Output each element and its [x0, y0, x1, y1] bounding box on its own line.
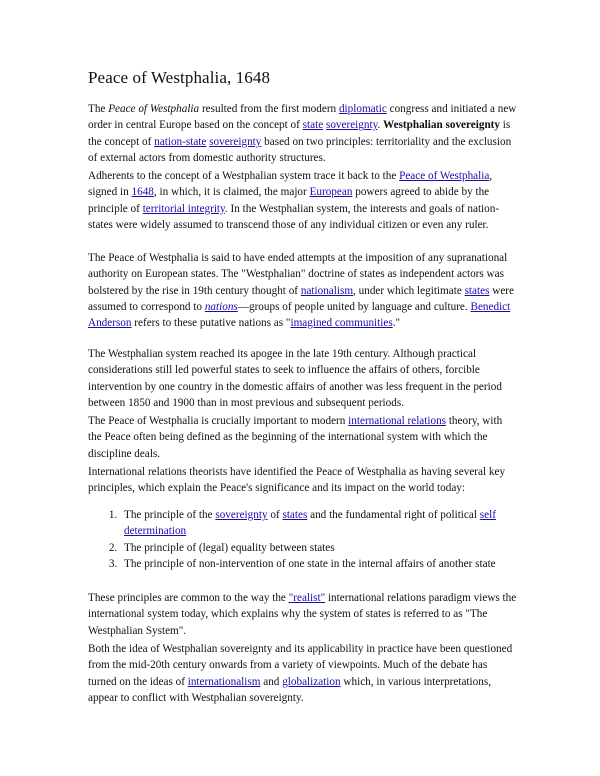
link-1648[interactable]: 1648 [131, 186, 154, 199]
paragraph-principles-intro: International relations theorists have identified the Peace of Westphalia as having several key principles, which explain the Peace's significance and its impact on the world today: [88, 466, 506, 495]
link-peace-of-westphalia[interactable]: Peace of Westphalia [399, 170, 490, 182]
link-nationalism[interactable]: nationalism [300, 284, 354, 297]
paragraph-importance: The Peace of Westphalia is crucially important to modern international relations theory, with the Peace often being defined as the beginning of the international system with which the discipline deals. [88, 415, 503, 460]
link-territorial-integrity[interactable]: territorial integrity [142, 202, 225, 215]
page-title: Peace of Westphalia, 1648 [88, 68, 271, 87]
link-realist[interactable]: "realist" [288, 592, 326, 604]
link-sovereignty-2[interactable]: sovereignty [209, 135, 262, 148]
link-globalization[interactable]: globalization [282, 675, 341, 688]
link-sovereignty[interactable]: sovereignty [325, 119, 378, 132]
link-self-determination[interactable]: self determination [124, 509, 496, 538]
link-imagined-communities[interactable]: imagined communities [290, 317, 393, 330]
list-item: 3. The principle of non-intervention of one state in the internal affairs of another state [120, 556, 550, 572]
link-european[interactable]: European [309, 186, 353, 199]
link-benedict-anderson[interactable]: Benedict Anderson [88, 300, 511, 330]
emphasis-peace: Peace of Westphalia [108, 103, 200, 115]
link-international-relations[interactable]: international relations [348, 415, 447, 427]
bold-westphalian-sovereignty: Westphalian sovereignty [383, 119, 500, 132]
principles-list [88, 507, 550, 572]
paragraph-adherents: Adherents to the concept of a Westphalian system trace it back to the Peace of Westphalia, signed in 1648, in which, it is claimed, the major European powers agreed to abide by the principle of territorial integrity. In the Westphalian system, the interests and goals of nation-states were widely assumed to transcend those of any individual citizen or even any ruler. [88, 170, 500, 231]
link-diplomatic[interactable]: diplomatic [338, 103, 387, 115]
link-sovereignty-3[interactable]: sovereignty [215, 509, 268, 521]
link-states[interactable]: states [464, 284, 490, 297]
paragraph-apogee: The Westphalian system reached its apogee in the late 19th century. Although practical considerations still led powerful states to seek to influence the affairs of others, forcible intervention by one country in the domestic affairs of another was less frequent in the period between 1850 and 1900 than in most previous and subsequent periods. [88, 348, 502, 409]
list-item: 2. The principle of (legal) equality between states [120, 540, 550, 556]
link-state[interactable]: state [302, 119, 324, 132]
link-states-2[interactable]: states [282, 509, 308, 521]
link-nation-state[interactable]: nation-state [154, 135, 207, 148]
paragraph-supranational: The Peace of Westphalia is said to have ended attempts at the imposition of any supranational authority on European states. The "Westphalian" doctrine of states as independent actors was bolstered by the rise in 19th century thought of nationalism, under which legitimate states were assumed to correspond to nations—groups of people united by language and culture. Benedict Anderson refers to these putative nations as "imagined communities." [88, 252, 514, 330]
paragraph-intro: The Peace of Westphalia resulted from the first modern diplomatic congress and initiated a new order in central Europe based on the concept of state sovereignty. Westphalian sovereignty is the concept of nation-state sovereignty based on two principles: territoriality and the exclusion of external actors from domestic authority structures. [88, 103, 517, 164]
list-item: 1. The principle of the sovereignty of states and the fundamental right of political self determination [120, 507, 550, 540]
link-internationalism[interactable]: internationalism [187, 675, 261, 688]
paragraph-questioned: Both the idea of Westphalian sovereignty and its applicability in practice have been questioned from the mid-20th century onwards from a variety of viewpoints. Much of the debate has turned on the ideas of internationalism and globalization which, in various interpretations, appear to conflict with Westphalian sovereignty. [88, 643, 513, 704]
paragraph-realist: These principles are common to the way the "realist" international relations paradigm views the international system today, which explains why the system of states is referred to as "The Westphalian System". [88, 592, 517, 637]
link-nations[interactable]: nations [204, 300, 238, 313]
